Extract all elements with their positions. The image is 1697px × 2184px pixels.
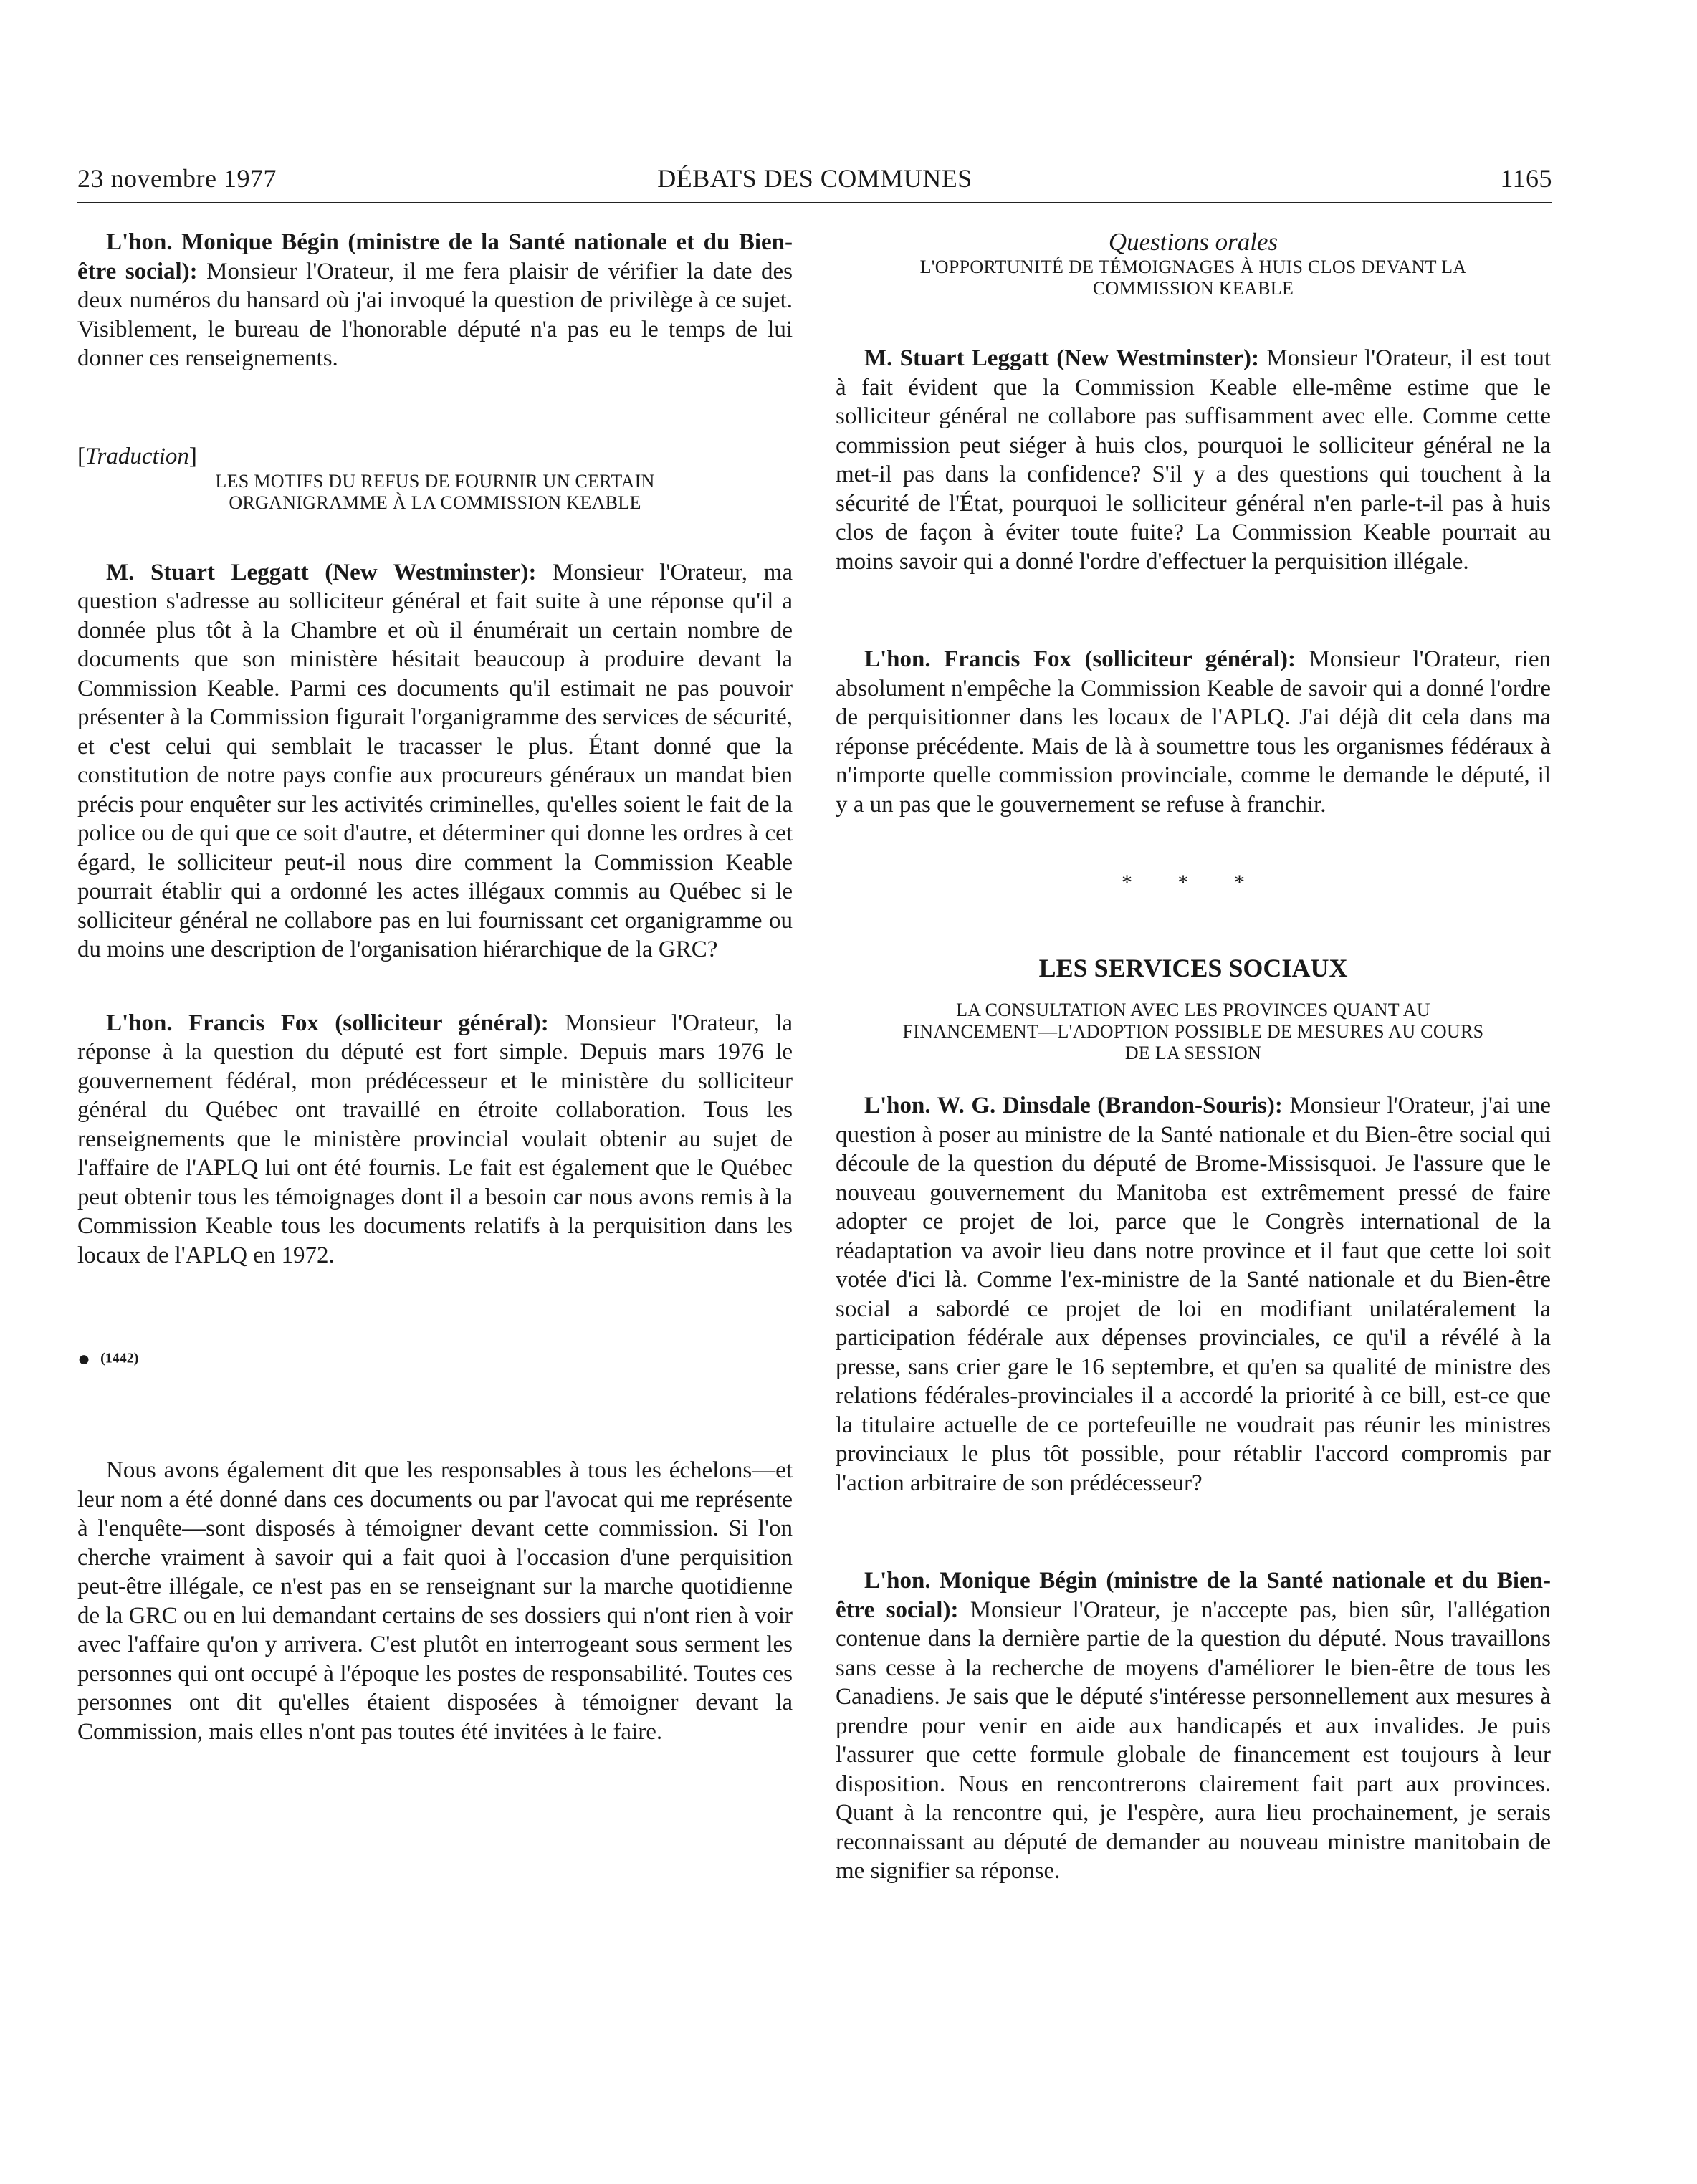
traduction-label: Traduction [85,443,189,469]
speech-dinsdale [836,1091,1551,1498]
speech-fox-1 [77,1009,793,1270]
speech-text: Nous avons également dit que les responsables à tous les échelons—et leur nom a été donné dans ces documents ou par l'avocat qui me représente à l'enquête—sont disposés à témoigner devant cette commission. Si l'on cherche vraiment à savoir qui a fait quoi à l'occasion d'une perquisition peut-être illégale, ce n'est pas en se renseignant sur la marche quotidienne de la GRC ou en lui demandant certains de ses dossiers qui n'ont rien à voir avec l'affaire qu'on y arrivera. C'est plutôt en interrogeant sous serment les personnes qui ont occupé à l'époque les postes de responsabilité. Toutes ces personnes ont dit qu'elles étaient disposées à témoigner devant la Commission, mais elles n'ont pas toutes été invitées à le faire. [77,1457,793,1745]
speech-text: Monsieur l'Orateur, il me fera plaisir de vérifier la date des deux numéros du hansard où j'ai invoqué la question de privilège à ce sujet. Visiblement, le bureau de l'honorable député n'a pas eu le temps de lui donner ces renseignements. [77,258,793,371]
subheading-line: LES MOTIFS DU REFUS DE FOURNIR UN CERTAIN [215,470,655,492]
subheading-line: ORGANIGRAMME À LA COMMISSION KEABLE [229,492,641,513]
speaker-name: L'hon. Monique Bégin (ministre de la Santé nationale et du Bien-être social): [77,229,793,284]
section-separator: * * * [1122,871,1265,894]
subheading-line: COMMISSION KEABLE [1092,278,1294,299]
speaker-name: L'hon. Francis Fox (solliciteur général): [106,1010,549,1036]
time-marker [77,1347,793,1371]
speaker-name: L'hon. Monique Bégin (ministre de la Santé nationale et du Bien-être social): [836,1568,1551,1623]
speech-text: Monsieur l'Orateur, il est tout à fait évident que la Commission Keable elle-même estime que le solliciteur général ne collabore pas suffisamment avec elle. Comme cette commission peut siéger à huis clos, pourquoi le solliciteur général ne la met-il pas dans la confidence? S'il y a des questions qui touchent à la sécurité de l'État, pourquoi le solliciteur général n'en parle-t-il pas à huis clos de façon à éviter toute fuite? La Commission Keable pourrait au moins savoir qui a donné l'ordre d'effectuer la perquisition illégale. [836,345,1552,575]
page-number: 1165 [1500,164,1552,193]
speech-text: Monsieur l'Orateur, je n'accepte pas, bien sûr, l'allégation contenue dans la dernière partie de la question du député. Nous travaillons sans cesse à la recherche de moyens d'améliorer le bien-être de tous les Canadiens. Je sais que le député s'intéresse personnellement aux mesures à prendre pour venir en aide aux handicapés et aux invalides. Je puis l'assurer que cette formule globale de financement est toujours à leur disposition. Nous en rencontrerons clairement fait part aux provinces. Quant à la rencontre qui, je l'espère, aura lieu prochainement, je serais reconnaissant au député de demander au nouveau ministre manitobain de me signifier sa réponse. [836,1596,1552,1884]
speech-leggatt-1 [77,558,793,964]
speech-text: Monsieur l'Orateur, ma question s'adresse au solliciteur général et fait suite à une réponse qu'il a donnée plus tôt à la Chambre et où il énumérait un certain nombre de documents que son ministère hésitait beaucoup à produire devant la Commission Keable. Parmi ces documents qu'il estimait ne pas pouvoir présenter à la Commission figurait l'organigramme des services de sécurité, et c'est celui qui semblait le tracasser le plus. Étant donné que la constitution de notre pays confie aux procureurs généraux un mandat bien précis pour enquêter sur les activités criminelles, qu'elles soient le fait de la police ou de qui que ce soit d'autre, et déterminer qui donne les ordres à cet égard, le solliciteur peut-il nous dire comment la Commission Keable pourrait établir qui a ordonné les actes illégaux commis au Québec si le solliciteur général ne collabore pas en lui fournissant cet organigramme ou du moins une description de l'organisation hiérarchique de la GRC? [77,559,793,962]
speaker-name: L'hon. W. G. Dinsdale (Brandon-Souris): [864,1093,1283,1119]
subheading-line: FINANCEMENT—L'ADOPTION POSSIBLE DE MESURES AU COURS [902,1021,1484,1042]
section-title: LES SERVICES SOCIAUX [1038,954,1348,982]
subheading-line: DE LA SESSION [1124,1043,1262,1063]
bullet-dot-icon: ● [77,1347,91,1371]
speaker-name: M. Stuart Leggatt (New Westminster): [864,345,1259,371]
speech-begin-2 [836,1566,1551,1886]
speech-text: Monsieur l'Orateur, j'ai une question à poser au ministre de la Santé nationale et du Bien-être social qui découle de la question du député de Brome-Missisquoi. Je l'assure que le nouveau gouvernement du Manitoba est extrêmement pressé de faire adopter ce projet de loi, parce que le Congrès international de la réadaptation va avoir lieu dans notre province et il faut que cette loi soit votée d'ici là. Comme l'ex-ministre de la Santé nationale et du Bien-être social a sabordé ce projet de loi en modifiant unilatéralement la participation fédérale aux dépenses provinciales, ce qu'il a révélé à la presse, sans crier gare le 16 septembre, et qu'en sa qualité de ministre des relations fédérales-provinciales il a accordé la priorité à ce bill, est-ce que la titulaire actuelle de ce portefeuille ne voudrait pas réunir les ministres provinciaux le plus tôt possible, pour rétablir l'accord compromis par l'action arbitraire de son prédécesseur? [836,1093,1551,1496]
header-date: 23 novembre 1977 [77,164,277,193]
speaker-name: M. Stuart Leggatt (New Westminster): [106,559,537,585]
speech-text: Monsieur l'Orateur, rien absolument n'empêche la Commission Keable de savoir qui a donné l'ordre de perquisitionner dans les locaux de l'APLQ. J'ai déjà dit cela dans ma réponse précédente. Mais de là à soumettre tous les organismes fédéraux à n'importe quelle commission provinciale, comme le demande le député, il y a un pas que le gouvernement se refuse à franchir. [836,646,1552,818]
page-header [77,163,1552,203]
speech-leggatt-2 [836,344,1551,576]
subheading-line: L'OPPORTUNITÉ DE TÉMOIGNAGES À HUIS CLOS DEVANT LA [919,257,1467,277]
speech-text: Monsieur l'Orateur, la réponse à la question du député est fort simple. Depuis mars 1976 le gouvernement fédéral, mon prédécesseur et le ministère du solliciteur général du Québec ont travaillé en étroite collaboration. Tous les renseignements que le ministère provincial voulait obtenir au sujet de l'affaire de l'APLQ lui ont été fournis. Le fait est également que le Québec peut obtenir tous les témoignages dont il a besoin car nous avons remis à la Commission Keable tous les documents relatifs à la perquisition dans les locaux de l'APLQ en 1972. [77,1010,793,1268]
subheading-line: LA CONSULTATION AVEC LES PROVINCES QUANT AU [956,1000,1430,1020]
time-marker-text: (1442) [100,1350,139,1366]
speaker-name: L'hon. Francis Fox (solliciteur général): [864,646,1296,672]
section-heading-italic: Questions orales [1108,228,1278,256]
speech-fox-2 [836,645,1551,819]
speech-fox-continued [77,1456,793,1746]
left-column [77,228,793,1746]
publication-title: DÉBATS DES COMMUNES [657,164,972,193]
speech-begin-1 [77,228,793,373]
right-column [836,228,1551,1886]
traduction-marker: [Traduction] [77,443,197,469]
